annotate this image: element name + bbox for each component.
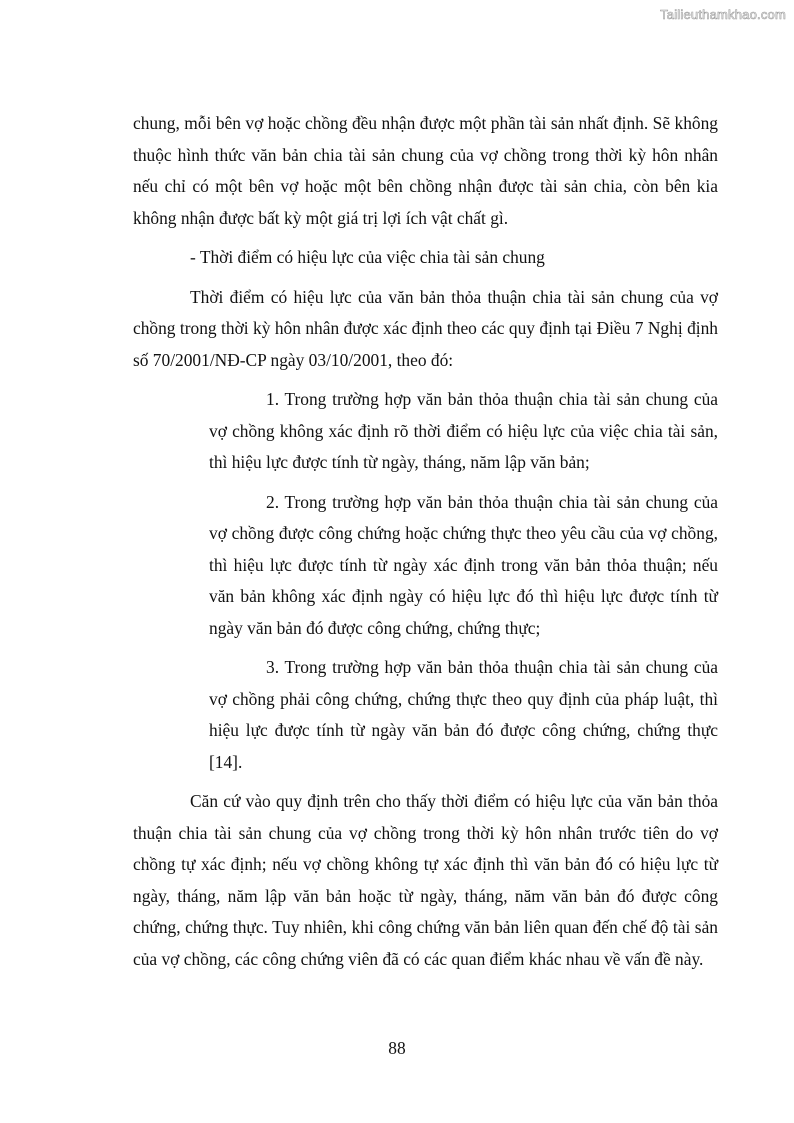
quoted-clause-3: 3. Trong trường hợp văn bản thỏa thuận chia tài sản chung của vợ chồng phải công chứng, chứng thực theo quy định của pháp luật, thì hiệu lực được tính từ ngày văn bản đó được công chứng, chứng thực [14].: [209, 657, 718, 772]
page-number: 88: [388, 1038, 406, 1058]
paragraph-intro: Thời điểm có hiệu lực của văn bản thỏa thuận chia tài sản chung của vợ chồng trong thời kỳ hôn nhân được xác định theo các quy định tại Điều 7 Nghị định số 70/2001/NĐ-CP ngày 03/10/2001, theo đó:: [133, 286, 718, 370]
document-body: [133, 108, 718, 983]
quoted-clause-1: 1. Trong trường hợp văn bản thỏa thuận chia tài sản chung của vợ chồng không xác định rõ thời điểm có hiệu lực của việc chia tài sản, thì hiệu lực được tính từ ngày, tháng, năm lập văn bản;: [209, 389, 718, 472]
paragraph-conclusion: Căn cứ vào quy định trên cho thấy thời điểm có hiệu lực của văn bản thỏa thuận chia tài sản chung của vợ chồng trong thời kỳ hôn nhân trước tiên do vợ chồng tự xác định; nếu vợ chồng không tự xác định thì văn bản đó có hiệu lực từ ngày, tháng, năm lập văn bản hoặc từ ngày, tháng, năm văn bản đó được công chứng, chứng thực. Tuy nhiên, khi công chứng văn bản liên quan đến chế độ tài sản của vợ chồng, các công chứng viên đã có các quan điểm khác nhau về vấn đề này.: [133, 791, 718, 969]
quoted-clause-2: 2. Trong trường hợp văn bản thỏa thuận chia tài sản chung của vợ chồng được công chứng hoặc chứng thực theo yêu cầu của vợ chồng, thì hiệu lực được tính từ ngày xác định trong văn bản thỏa thuận; nếu văn bản không xác định ngày có hiệu lực đó thì hiệu lực được tính từ ngày văn bản đó được công chứng, chứng thực;: [209, 491, 718, 638]
paragraph-continuation: chung, mỗi bên vợ hoặc chồng đều nhận được một phần tài sản nhất định. Sẽ không thuộc hình thức văn bản chia tài sản chung của vợ chồng trong thời kỳ hôn nhân nếu chỉ có một bên vợ hoặc một bên chồng nhận được tài sản chia, còn bên kia không nhận được bất kỳ một giá trị lợi ích vật chất gì.: [133, 113, 718, 228]
section-heading: - Thời điểm có hiệu lực của việc chia tài sản chung: [190, 247, 545, 267]
watermark-text: Tailieuthamkhao.com: [660, 7, 786, 22]
